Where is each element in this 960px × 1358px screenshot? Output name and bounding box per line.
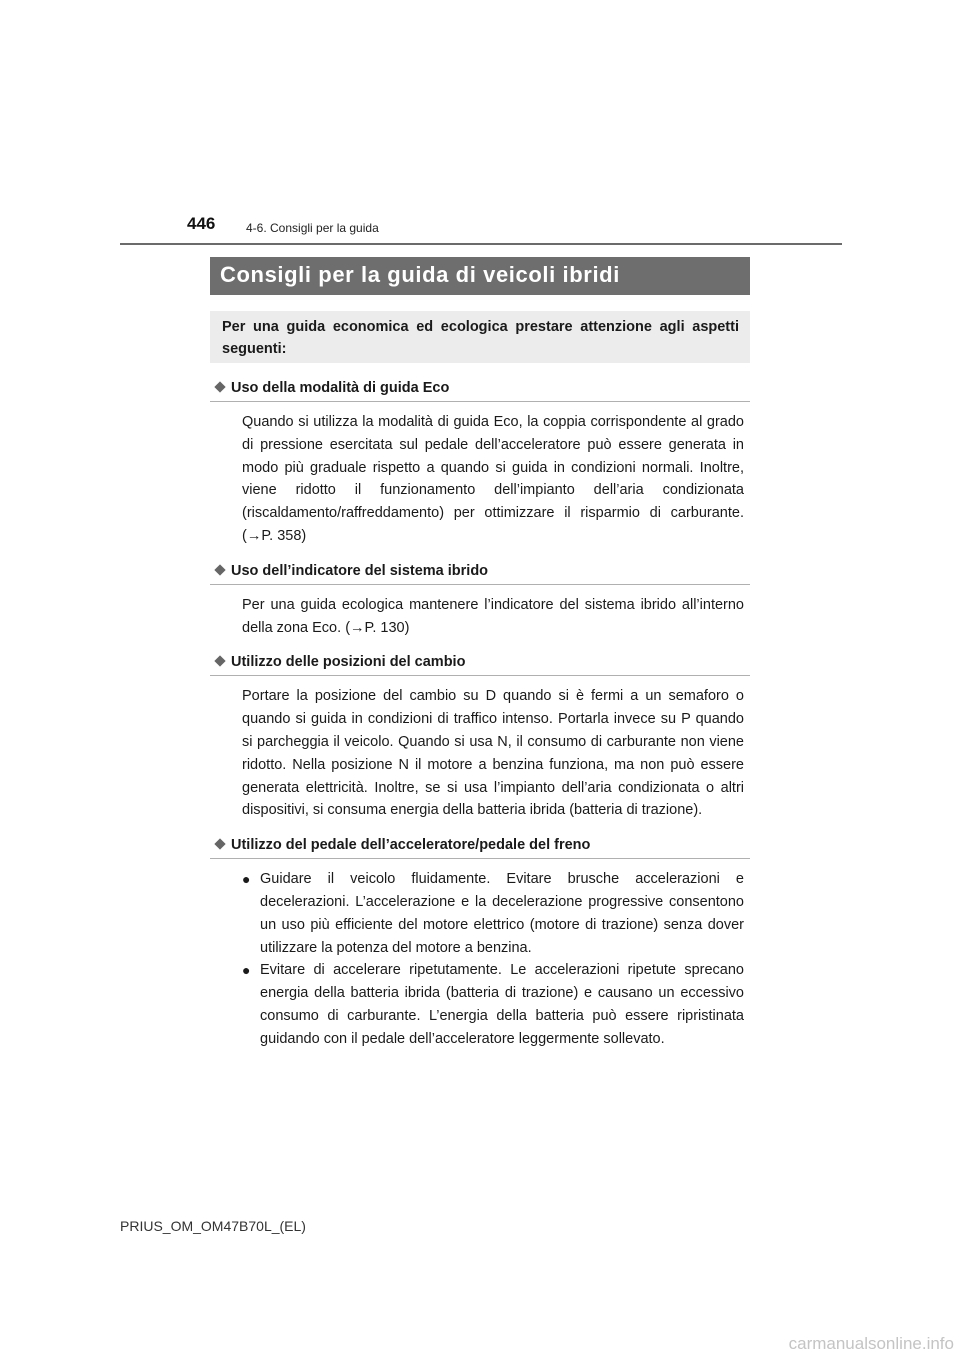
section-body: Per una guida ecologica mantenere l’indicatore del sistema ibrido all’interno della zona Eco. — [242, 596, 744, 636]
list-item-text: Evitare di accelerare ripetutamente. Le accelerazioni ripetute sprecano energia della batteria ibrida (batteria di trazione) e causano un eccessivo consumo di carburante. L’energia della batteria può essere ripristinata guidando con il pedale dell’acceleratore leggermente sollevato. — [260, 962, 744, 1047]
section-heading: Uso della modalità di guida Eco — [231, 380, 450, 396]
breadcrumb: 4-6. Consigli per la guida — [246, 221, 379, 235]
page-reference: (→P. 358) — [242, 527, 307, 544]
bullet-icon: ● — [242, 871, 251, 888]
content — [210, 375, 750, 1051]
diamond-icon — [214, 838, 225, 849]
section-shift-positions — [210, 649, 750, 822]
section-header — [210, 832, 750, 859]
section-hybrid-indicator — [210, 558, 750, 640]
section-text: Portare la posizione del cambio su D quando si è fermi a un semaforo o quando si guida in condizioni di traffico intenso. Portarla invece su P quando si parcheggia il veicolo. Quando si usa N, il consumo di carburante non viene ridotto. Nella posizione N il motore a benzina funziona, ma non può essere generata elettricità. Inoltre, se si usa l’impianto dell’aria condizionata o altri dispositivi, si consuma energia della batteria ibrida (batteria di trazione). — [242, 688, 744, 819]
diamond-icon — [214, 381, 225, 392]
diamond-icon — [214, 656, 225, 667]
page-reference: (→P. 130) — [345, 619, 410, 636]
watermark: carmanualsonline.info — [788, 1334, 954, 1353]
section-eco-mode — [210, 375, 750, 548]
title-band — [210, 257, 750, 295]
header-rule — [120, 243, 842, 245]
section-text — [242, 411, 744, 548]
list-item-text: Guidare il veicolo fluidamente. Evitare brusche accelerazioni e decelerazioni. L’accelerazione e la decelerazione progressive consentono un uso più efficiente del motore elettrico (motore di trazione) senza dover utilizzare la potenza del motore a benzina. — [260, 871, 744, 956]
bullet-list — [242, 868, 744, 1050]
intro-text: Per una guida economica ed ecologica prestare attenzione agli aspetti seguenti: — [222, 319, 739, 357]
section-text — [242, 594, 744, 640]
diamond-icon — [214, 564, 225, 575]
section-heading: Uso dell’indicatore del sistema ibrido — [231, 562, 489, 579]
list-item — [242, 959, 744, 1050]
intro-box — [210, 311, 750, 363]
page-title: Consigli per la guida di veicoli ibridi — [220, 262, 620, 287]
section-body: Quando si utilizza la modalità di guida Eco, la coppia corrispondente al grado di pressione esercitata sul pedale dell’acceleratore può essere generata in modo più graduale rispetto a quando si guida in condizioni normali. Inoltre, viene ridotto il funzionamento dell’impianto dell’aria condizionata (riscaldamento/raffreddamento) per ottimizzare il risparmio di carburante. — [242, 414, 744, 522]
section-header — [210, 558, 750, 585]
section-heading: Utilizzo del pedale dell’acceleratore/pedale del freno — [231, 837, 591, 854]
footer-code: PRIUS_OM_OM47B70L_(EL) — [120, 1218, 306, 1234]
section-header — [210, 649, 750, 676]
list-item — [242, 868, 744, 959]
section-pedals — [210, 832, 750, 1050]
section-heading: Utilizzo delle posizioni del cambio — [231, 654, 466, 671]
bullet-icon: ● — [242, 962, 251, 979]
page-number: 446 — [187, 214, 216, 233]
section-header — [210, 375, 750, 402]
